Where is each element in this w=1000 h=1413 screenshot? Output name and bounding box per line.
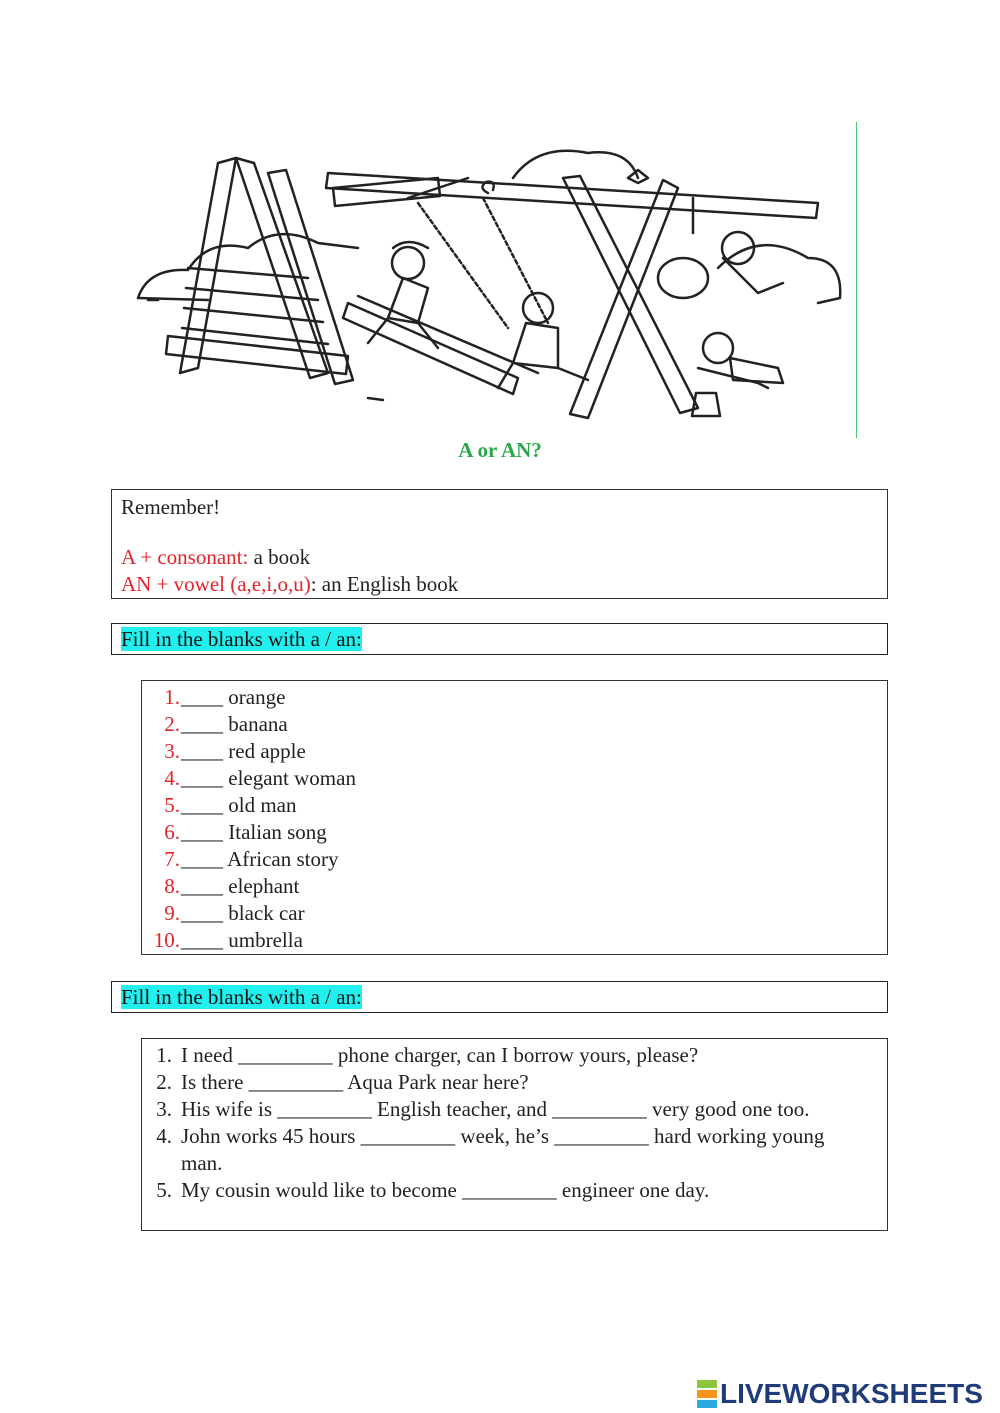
item-text: ____ Italian song xyxy=(181,820,327,844)
item-number: 9. xyxy=(164,901,180,925)
rule-vowel xyxy=(121,571,878,598)
item-number: 3. xyxy=(156,1097,172,1121)
rule-vowel-example: : an English book xyxy=(310,572,459,596)
item-text: ____ banana xyxy=(181,712,288,736)
item-text: His wife is _________ English teacher, and _________ very good one too. xyxy=(181,1097,810,1121)
logo-bar xyxy=(697,1390,717,1398)
remember-heading: Remember! xyxy=(121,495,221,519)
exercise2-list xyxy=(141,1038,888,1231)
logo-text: LIVEWORKSHEETS xyxy=(720,1378,983,1409)
item-number: 3. xyxy=(164,739,180,763)
item-number: 1. xyxy=(156,1043,172,1067)
logo-mark-icon xyxy=(697,1379,717,1409)
logo-bar xyxy=(697,1380,717,1388)
exercise2-item[interactable] xyxy=(142,1096,887,1123)
exercise1-list xyxy=(141,680,888,955)
rule-consonant xyxy=(121,544,878,571)
remember-box xyxy=(111,489,888,599)
exercise1-instruction: Fill in the blanks with a / an: xyxy=(121,627,362,651)
item-text: My cousin would like to become _________ engineer one day. xyxy=(181,1178,710,1202)
rule-vowel-label: AN + vowel (a,e,i,o,u) xyxy=(121,572,311,596)
item-number: 6. xyxy=(164,820,180,844)
item-number: 5. xyxy=(156,1178,172,1202)
item-text: ____ elephant xyxy=(181,874,300,898)
item-text: ____ orange xyxy=(181,685,286,709)
item-text: John works 45 hours _________ week, he’s _________ hard working young man. xyxy=(181,1124,825,1175)
exercise2-item[interactable] xyxy=(142,1042,887,1069)
item-number: 5. xyxy=(164,793,180,817)
vertical-green-line xyxy=(856,122,857,438)
item-text: I need _________ phone charger, can I borrow yours, please? xyxy=(181,1043,699,1067)
item-number: 8. xyxy=(164,874,180,898)
exercise1-item[interactable] xyxy=(142,873,887,900)
exercise1-item[interactable] xyxy=(142,684,887,711)
item-number: 4. xyxy=(164,766,180,790)
exercise1-item[interactable] xyxy=(142,927,887,954)
exercise2-item[interactable] xyxy=(142,1177,887,1204)
item-text: ____ umbrella xyxy=(181,928,303,952)
item-text: ____ elegant woman xyxy=(181,766,356,790)
item-number: 2. xyxy=(164,712,180,736)
exercise2-item[interactable] xyxy=(142,1069,887,1096)
item-text: ____ old man xyxy=(181,793,297,817)
exercise1-item[interactable] xyxy=(142,819,887,846)
exercise1-item[interactable] xyxy=(142,765,887,792)
item-number: 10. xyxy=(153,928,180,952)
item-number: 4. xyxy=(156,1124,172,1148)
item-text: ____ black car xyxy=(181,901,305,925)
page-title: A or AN? xyxy=(458,438,542,462)
exercise1-item[interactable] xyxy=(142,846,887,873)
rule-consonant-example: a book xyxy=(248,545,311,569)
exercise2-instruction-box xyxy=(111,981,888,1013)
exercise1-item[interactable] xyxy=(142,792,887,819)
item-number: 2. xyxy=(156,1070,172,1094)
exercise1-item[interactable] xyxy=(142,711,887,738)
exercise1-instruction-box xyxy=(111,623,888,655)
item-number: 7. xyxy=(164,847,180,871)
exercise1-item[interactable] xyxy=(142,738,887,765)
exercise1-item[interactable] xyxy=(142,900,887,927)
playground-illustration xyxy=(118,118,858,440)
rule-consonant-label: A + consonant: xyxy=(121,545,249,569)
exercise2-item[interactable] xyxy=(142,1123,887,1177)
item-number: 1. xyxy=(164,685,180,709)
liveworksheets-logo[interactable] xyxy=(697,1378,983,1410)
item-text: ____ African story xyxy=(181,847,339,871)
item-text: Is there _________ Aqua Park near here? xyxy=(181,1070,529,1094)
logo-bar xyxy=(697,1400,717,1408)
item-text: ____ red apple xyxy=(181,739,306,763)
exercise2-instruction: Fill in the blanks with a / an: xyxy=(121,985,362,1009)
